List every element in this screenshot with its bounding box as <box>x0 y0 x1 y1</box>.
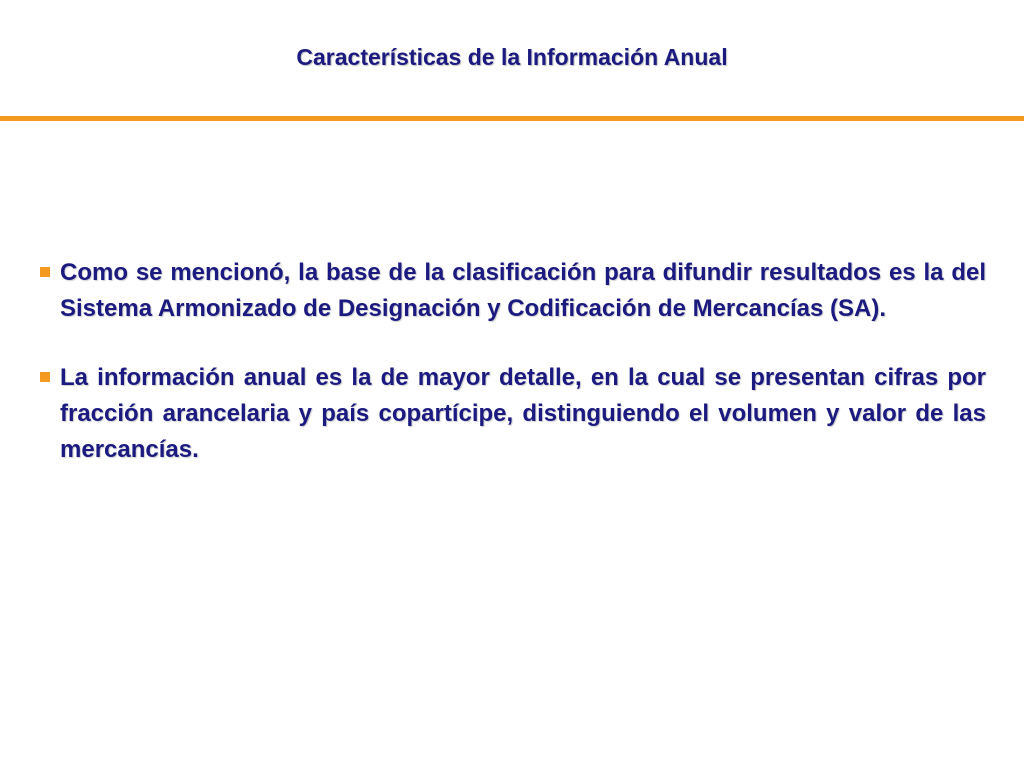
slide-title: Características de la Información Anual <box>296 44 728 70</box>
bullet-text: La información anual es la de mayor detalle, en la cual se presentan cifras por fracción arancelaria y país copartícipe, distinguiendo el volumen y valor de las mercancías. <box>60 364 986 463</box>
square-bullet-icon <box>40 372 50 382</box>
bullet-item <box>38 360 986 468</box>
bullet-list <box>38 255 986 501</box>
square-bullet-icon <box>40 267 50 277</box>
title-divider <box>0 116 1024 121</box>
bullet-text: Como se mencionó, la base de la clasificación para difundir resultados es la del Sistema Armonizado de Designación y Codificación de Mercancías (SA). <box>60 259 986 322</box>
bullet-item <box>38 255 986 327</box>
